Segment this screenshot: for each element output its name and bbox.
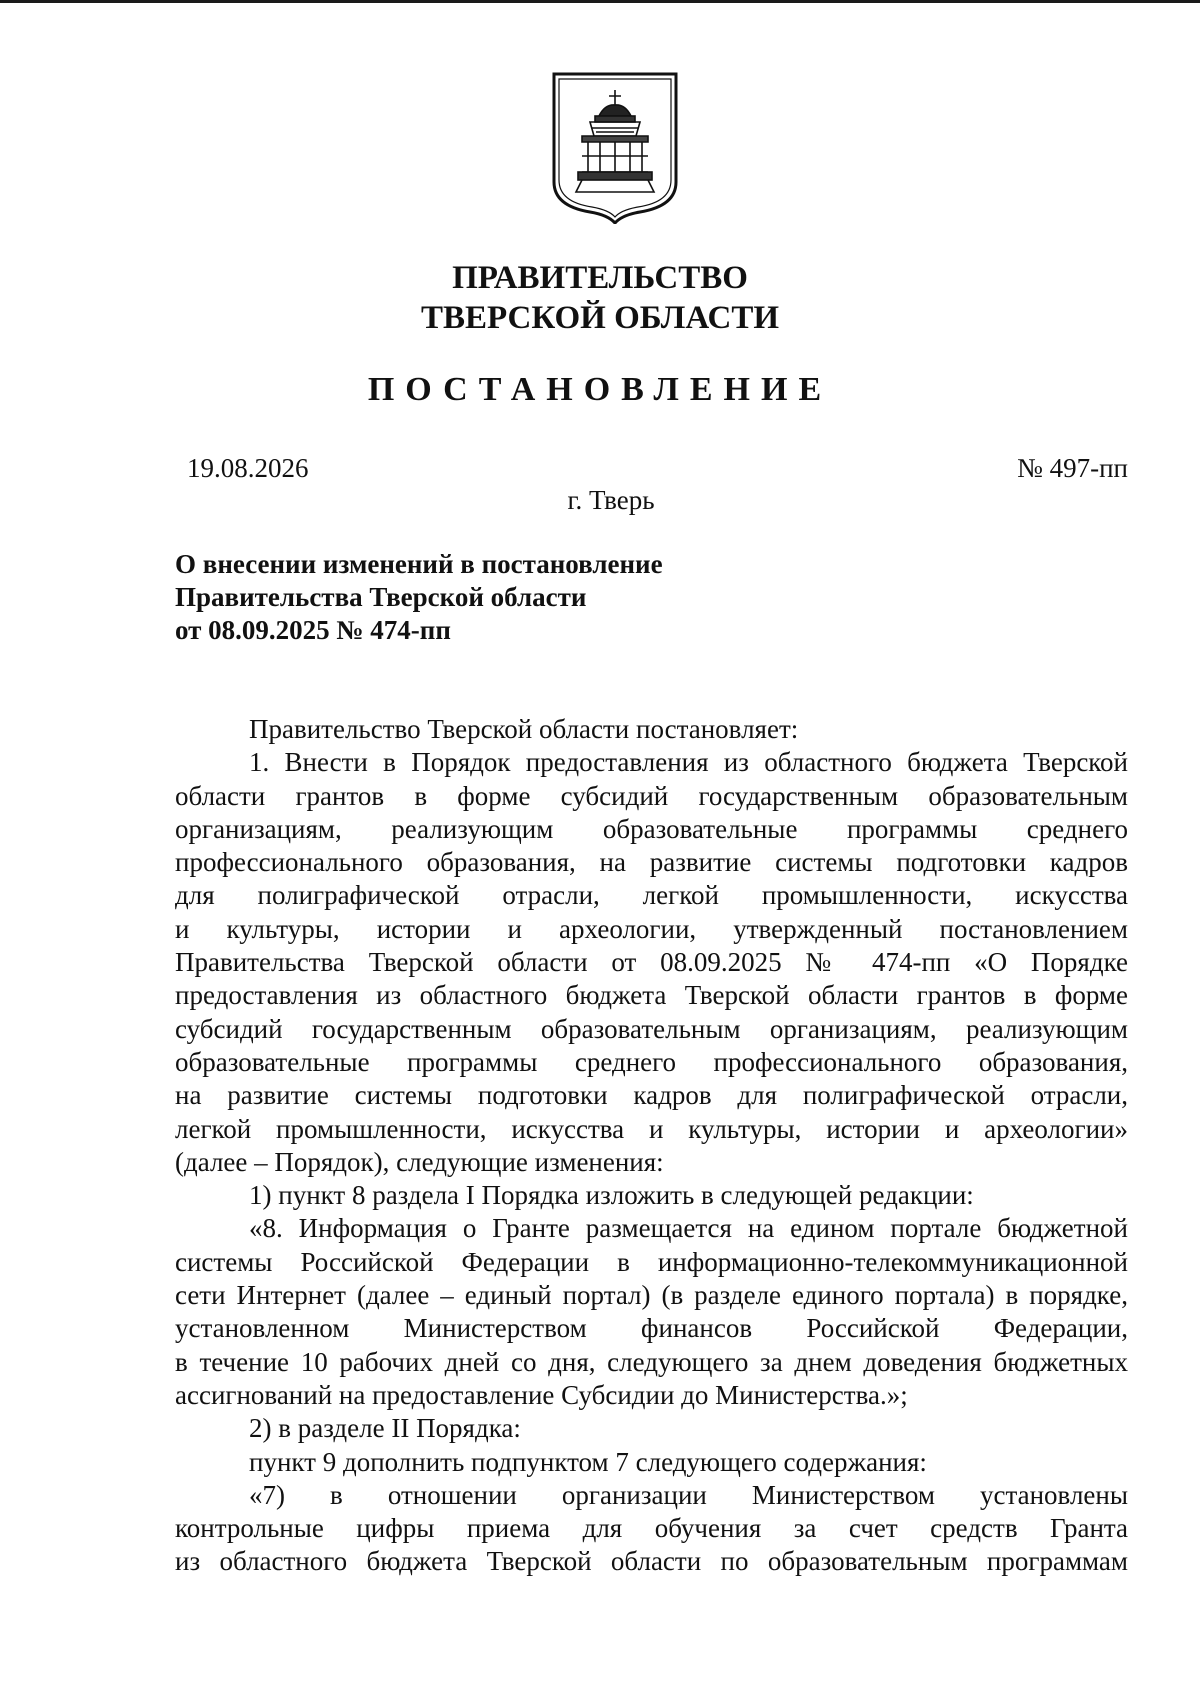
body-line: Правительство Тверской области постановляет: [249, 714, 799, 744]
coat-of-arms-icon [552, 72, 678, 224]
body-line: организациям, реализующим образовательные программы среднего [175, 813, 1128, 844]
body-line: профессионального образования, на развитие системы подготовки кадров [175, 847, 1128, 878]
body-line: «8. Информация о Гранте размещается на едином портале бюджетной [249, 1213, 1128, 1244]
body-line: из областного бюджета Тверской области по образовательным программам [175, 1546, 1128, 1577]
body-line: «7) в отношении организации Министерством установлены [249, 1479, 1128, 1510]
document-title [175, 548, 663, 647]
body-line: 1. Внести в Порядок предоставления из областного бюджета Тверской [249, 747, 1128, 778]
body-line: в течение 10 рабочих дней со дня, следующего за днем доведения бюджетных [175, 1346, 1128, 1377]
title-line: О внесении изменений в постановление [175, 549, 663, 579]
title-line: от 08.09.2025 № 474-пп [175, 615, 451, 645]
body-line: 2) в разделе II Порядка: [249, 1413, 521, 1444]
government-name-line-1: ПРАВИТЕЛЬСТВО [452, 260, 748, 296]
body-line: образовательные программы среднего профессионального образования, [175, 1046, 1128, 1077]
body-line: Правительства Тверской области от 08.09.2025 № 474-пп «О Порядке [175, 947, 1128, 978]
document-number: № 497-пп [1017, 453, 1128, 483]
body-line: пункт 9 дополнить подпунктом 7 следующего содержания: [249, 1446, 927, 1477]
document-body [175, 713, 1128, 1579]
body-line: легкой промышленности, искусства и культуры, истории и археологии» [175, 1113, 1128, 1144]
body-line: системы Российской Федерации в информационно-телекоммуникационной [175, 1246, 1128, 1277]
body-line: ассигнований на предоставление Субсидии до Министерства.»; [175, 1379, 908, 1410]
body-line: субсидий государственным образовательным организациям, реализующим [175, 1013, 1128, 1044]
body-line: сети Интернет (далее – единый портал) (в разделе единого портала) в порядке, [175, 1280, 1128, 1311]
body-line: (далее – Порядок), следующие изменения: [175, 1146, 664, 1177]
document-type-heading: ПОСТАНОВЛЕНИЕ [367, 371, 833, 408]
document-date: 19.08.2026 [187, 453, 309, 483]
document-city: г. Тверь [567, 485, 655, 515]
government-name-line-2: ТВЕРСКОЙ ОБЛАСТИ [420, 300, 780, 336]
body-line: для полиграфической отрасли, легкой промышленности, искусства [175, 880, 1128, 911]
scan-top-border [0, 0, 1200, 3]
body-line: и культуры, истории и археологии, утвержденный постановлением [175, 913, 1128, 944]
body-line: на развитие системы подготовки кадров для полиграфической отрасли, [175, 1080, 1128, 1111]
body-line: области грантов в форме субсидий государственным образовательным [175, 780, 1128, 811]
government-name [0, 258, 1200, 338]
body-line: установленном Министерством финансов Российской Федерации, [175, 1313, 1128, 1344]
body-line: 1) пункт 8 раздела I Порядка изложить в следующей редакции: [249, 1180, 974, 1211]
body-line: контрольные цифры приема для обучения за счет средств Гранта [175, 1513, 1128, 1544]
title-line: Правительства Тверской области [175, 582, 587, 612]
body-line: предоставления из областного бюджета Тверской области грантов в форме [175, 980, 1128, 1011]
